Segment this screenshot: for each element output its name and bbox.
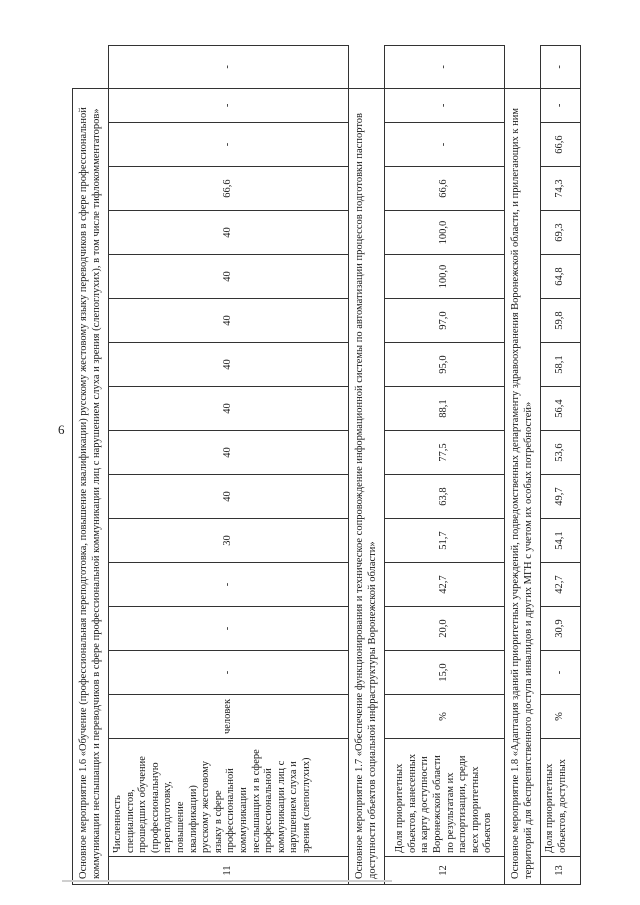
value-cell: - [385, 46, 505, 89]
value-cell: 49,7 [541, 475, 581, 519]
value-cell: 56,4 [541, 387, 581, 431]
section-title: Основное мероприятие 1.8 «Адаптация зданий приоритетных учреждений, подведомственных департаменту здравоохранения Воронежской области, и прилегающих к ним территорий для беспрепятственного доступа инвалидов и других МГН с учетом их особых потребностей» [505, 88, 541, 884]
scan-edge-line [62, 880, 392, 882]
value-cell: 77,5 [385, 431, 505, 475]
unit-cell: человек [109, 695, 349, 739]
value-cell: 30 [109, 519, 349, 563]
value-cell: 95,0 [385, 343, 505, 387]
value-cell: - [109, 607, 349, 651]
value-cell: 40 [109, 299, 349, 343]
row-number: 13 [541, 857, 581, 885]
value-cell: 51,7 [385, 519, 505, 563]
value-cell: 20,0 [385, 607, 505, 651]
value-cell: 74,3 [541, 167, 581, 211]
unit-cell: % [385, 695, 505, 739]
unit-cell: % [541, 695, 581, 739]
indicator-name: Доля приоритетных объектов, нанесенных на карту доступности Воронежской области по результатам их паспортизации, среди всех приоритетных объектов [385, 739, 505, 857]
value-cell: - [541, 88, 581, 122]
section-header [73, 46, 109, 885]
value-cell: - [109, 563, 349, 607]
value-cell: 69,3 [541, 211, 581, 255]
value-cell: - [109, 123, 349, 167]
value-cell: 40 [109, 431, 349, 475]
value-cell: 42,7 [385, 563, 505, 607]
value-cell: - [541, 46, 581, 89]
value-cell: 97,0 [385, 299, 505, 343]
value-cell: 53,6 [541, 431, 581, 475]
value-cell: 40 [109, 387, 349, 431]
value-cell: 100,0 [385, 255, 505, 299]
indicators-table [72, 45, 581, 885]
row-number: 11 [109, 857, 349, 885]
value-cell: 100,0 [385, 211, 505, 255]
value-cell: 59,8 [541, 299, 581, 343]
section-header [349, 46, 385, 885]
section-title: Основное мероприятие 1.7 «Обеспечение функционирования и техническое сопровождение информационной системы по автоматизации процессов подготовки паспортов доступности объектов социальной инфраструктуры Воронежской области» [349, 88, 385, 884]
value-cell: 66,6 [541, 123, 581, 167]
table-row [109, 46, 349, 885]
value-cell: - [109, 88, 349, 122]
value-cell: 63,8 [385, 475, 505, 519]
page-number: 6 [58, 422, 65, 437]
value-cell: 58,1 [541, 343, 581, 387]
value-cell: 15,0 [385, 651, 505, 695]
indicator-name: Численность специалистов, прошедших обучение (профессиональную переподготовку, повышение квалификации) русскому жестовому языку в сфере профессиональной коммуникации неслышащих и в сфере профессиональной коммуникации лиц с нарушением слуха и зрения (слепоглухих) [109, 739, 349, 857]
table-row [541, 46, 581, 885]
value-cell: 40 [109, 255, 349, 299]
value-cell: 40 [109, 475, 349, 519]
value-cell: 40 [109, 343, 349, 387]
value-cell: 88,1 [385, 387, 505, 431]
value-cell: 54,1 [541, 519, 581, 563]
value-cell: - [541, 651, 581, 695]
value-cell: 40 [109, 211, 349, 255]
value-cell: 66,6 [385, 167, 505, 211]
table-row [385, 46, 505, 885]
value-cell: - [109, 651, 349, 695]
value-cell: 30,9 [541, 607, 581, 651]
value-cell: 64,8 [541, 255, 581, 299]
value-cell: - [385, 88, 505, 122]
section-header [505, 46, 541, 885]
rotated-table-wrapper [72, 45, 592, 885]
value-cell: - [385, 123, 505, 167]
section-title: Основное мероприятие 1.6 «Обучение (профессиональная переподготовка, повышение квалификации) русскому жестовому языку переводчиков в сфере профессиональной коммуникации неслышащих и переводчиков в сфере профессиональной коммуникации лиц с нарушением слуха и зрения (слепоглухих), в том числе тифлокомментаторов» [73, 88, 109, 884]
value-cell: 66,6 [109, 167, 349, 211]
row-number: 12 [385, 857, 505, 885]
value-cell: - [109, 46, 349, 89]
value-cell: 42,7 [541, 563, 581, 607]
indicator-name: Доля приоритетных объектов, доступных [541, 739, 581, 857]
